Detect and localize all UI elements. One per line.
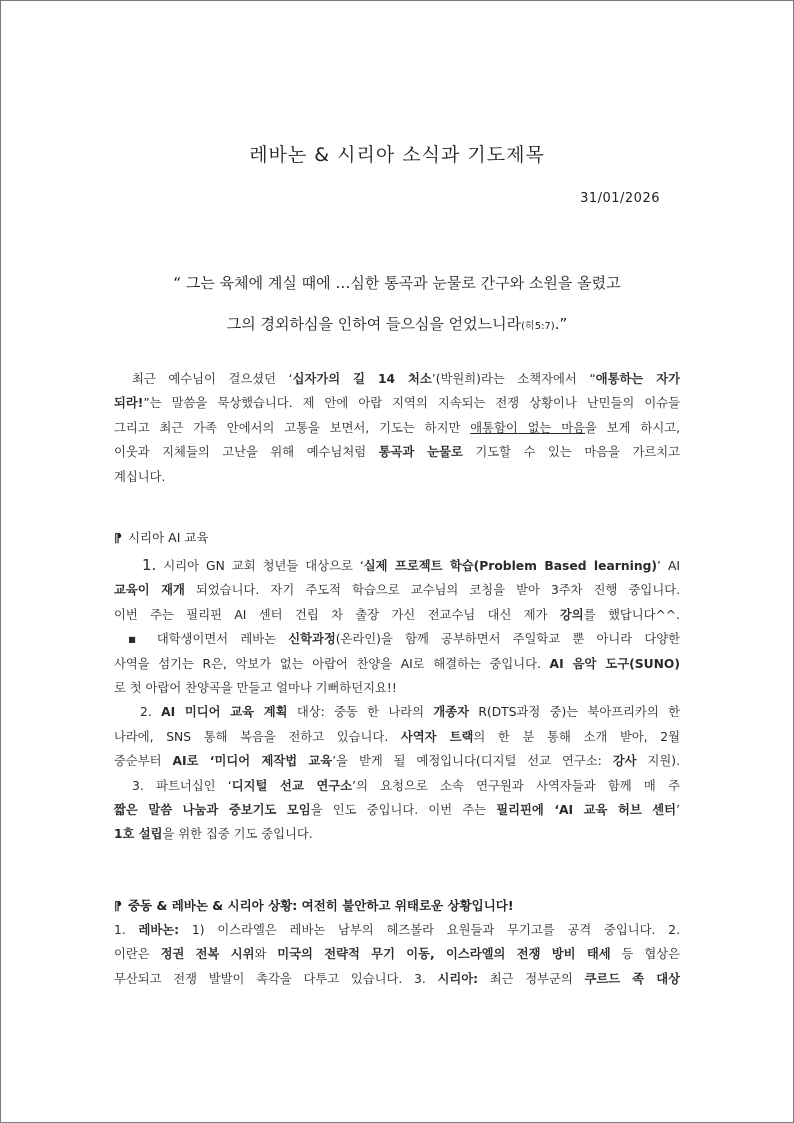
section-title: 중동 & 레바논 & 시리아 상황: 여전히 불안하고 위태로운 상황입니다! — [127, 898, 514, 913]
quote-line-2-end: .” — [554, 315, 568, 333]
quote-reference: (히5:7) — [521, 321, 555, 332]
intro-line-1: 최근 예수님이 걸으셨던 ‘십자가의 길 14 처소’(박원희)라는 소책자에서 “애통하는 자가 — [132, 372, 680, 386]
intro-line-2: 되라!”는 말씀을 묵상했습니다. 제 안에 아랍 지역의 지속되는 전쟁 상황이나 난민들의 이슈들 — [114, 396, 680, 411]
item-3-line-1: 3. 파트너십인 ‘디지털 선교 연구소’의 요청으로 소속 연구원과 사역자들과 함께 매 주 — [132, 778, 681, 793]
document-date: 31/01/2026 — [580, 191, 660, 206]
situation-line-2: 이란은 정권 전복 시위와 미국의 전략적 무기 이동, 이스라엘의 전쟁 방비 태세 등 협상은 — [114, 947, 680, 962]
document-title: 레바논 & 시리아 소식과 기도제목 — [249, 144, 545, 166]
intro-line-4: 이웃과 지체들의 고난을 위해 예수님처럼 통곡과 눈물로 기도할 수 있는 마음을 가르치고 — [114, 445, 681, 460]
pilcrow-icon: ⁋ — [114, 898, 122, 913]
quote-line-2 — [0, 313, 794, 334]
quote-line-2-text: 그의 경외하심을 인하여 들으심을 얻었느니라 — [226, 315, 522, 333]
item-1-line-1: 1. 시리아 GN 교회 청년들 대상으로 ‘실제 프로젝트 학습(Problem Based learning)’ AI — [142, 556, 680, 574]
quote-line-1: “ 그는 육체에 계실 때에 …심한 통곡과 눈물로 간구와 소원을 올렸고 — [173, 274, 621, 292]
section-1-body — [114, 553, 680, 847]
item-1-line-2: 교육이 재개 되었습니다. 자기 주도적 학습으로 교수님의 코칭을 받아 3주차 진행 중입니다. — [114, 583, 680, 598]
bullet-line-1: ▪ 대학생이면서 레바논 신학과정(온라인)을 함께 공부하면서 주일학교 뿐 아니라 다양한 — [128, 632, 680, 647]
situation-line-1: 1. 레바논: 1) 이스라엘은 레바논 남부의 헤즈볼라 요원들과 무기고를 공격 중입니다. 2. — [114, 923, 680, 937]
intro-paragraph — [114, 367, 680, 489]
item-1-line-3: 이번 주는 필리핀 AI 센터 건립 차 출장 가신 전교수님 대신 제가 강의를 했답니다^^. — [114, 607, 680, 622]
bullet-icon: ▪ — [128, 632, 145, 647]
bullet-line-3: 로 첫 아랍어 찬양곡을 만들고 얼마나 기뻐하던지요!! — [114, 681, 397, 696]
item-2-line-3: 중순부터 AI로 ‘미디어 제작법 교육’을 받게 될 예정입니다(디지털 선교 연구소: 강사 지원). — [114, 754, 680, 769]
item-3-line-2: 짧은 말씀 나눔과 중보기도 모임을 인도 중입니다. 이번 주는 필리핀에 ‘AI 교육 허브 센터’ — [114, 803, 680, 818]
intro-line-3: 그리고 최근 가족 안에서의 고통을 보면서, 기도는 하지만 애통함이 없는 마음을 보게 하시고, — [114, 420, 680, 435]
pilcrow-icon: ⁋ — [114, 530, 122, 545]
item-2-line-1: 2. AI 미디어 교육 계획 대상: 중동 한 나라의 개종자 R(DTS과정 중)는 북아프리카의 한 — [140, 705, 680, 720]
section-2-body — [114, 918, 680, 991]
bullet-line-2: 사역을 섬기는 R은, 악보가 없는 아랍어 찬양을 AI로 해결하는 중입니다. AI 음악 도구(SUNO) — [114, 656, 681, 671]
intro-line-5: 계십니다. — [114, 469, 166, 484]
section-heading-middle-east — [114, 896, 514, 914]
section-title: 시리아 AI 교육 — [127, 530, 209, 545]
item-2-line-2: 나라에, SNS 통해 복음을 전하고 있습니다. 사역자 트랙의 한 분 통해 소개 받아, 2월 — [114, 729, 680, 744]
item-3-line-3: 1호 설립을 위한 집중 기도 중입니다. — [114, 827, 313, 842]
situation-line-3: 무산되고 전쟁 발발이 촉각을 다투고 있습니다. 3. 시리아: 최근 정부군의 쿠르드 족 대상 — [114, 971, 681, 986]
section-heading-syria-ai — [114, 528, 209, 546]
